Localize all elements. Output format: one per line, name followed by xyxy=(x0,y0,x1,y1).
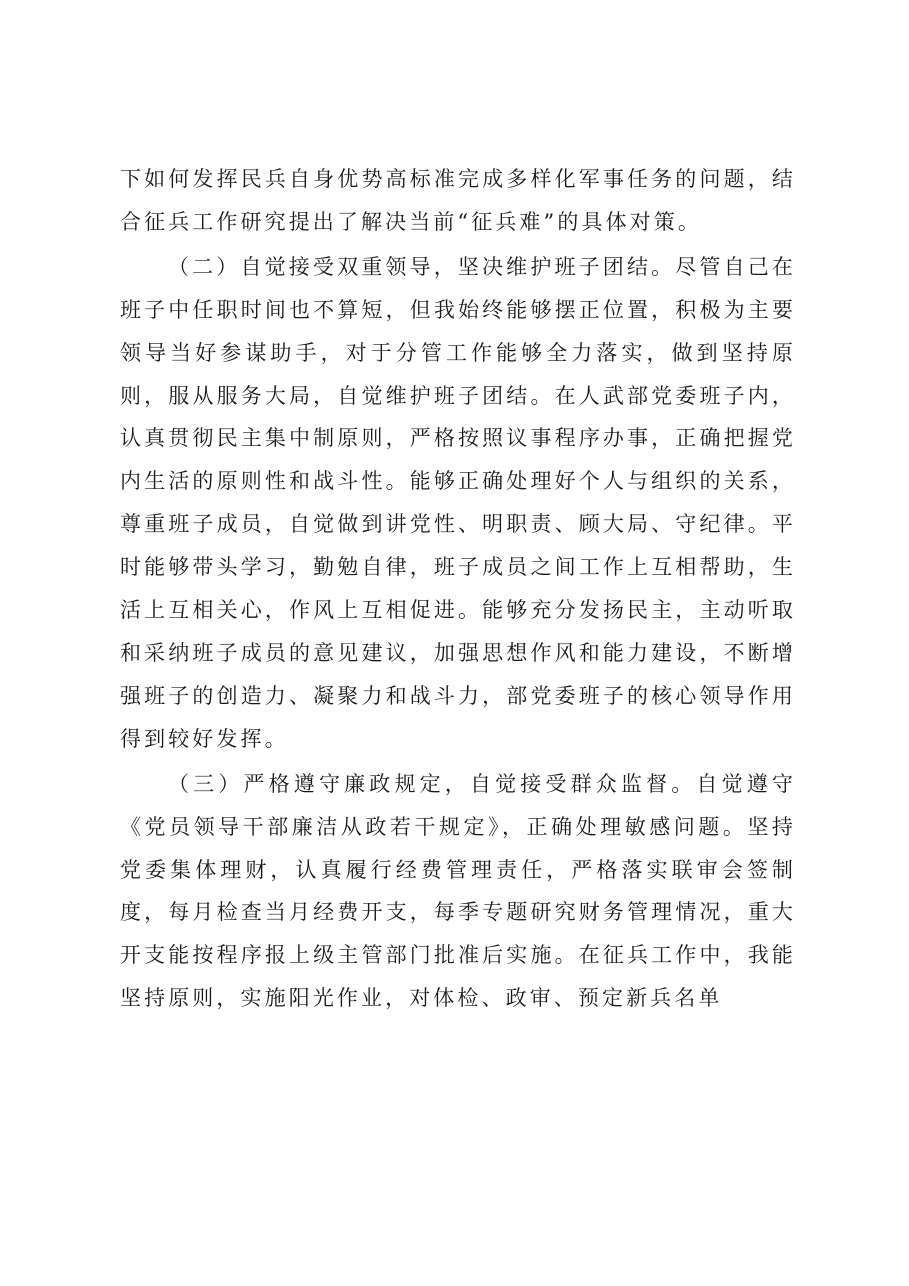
paragraph-section-3: （三）严格遵守廉政规定，自觉接受群众监督。自觉遵守《党员领导干部廉洁从政若干规定》，正确处理敏感问题。坚持党委集体理财，认真履行经费管理责任，严格落实联审会签制度，每月检查当月经费开支，每季专题研究财务管理情况，重大开支能按程序报上级主管部门批准后实施。在征兵工作中，我能坚持原则，实施阳光作业，对体检、政审、预定新兵名单 xyxy=(120,771,796,1011)
document-body xyxy=(120,158,796,1020)
paragraph-continuation: 下如何发挥民兵自身优势高标准完成多样化军事任务的问题，结合征兵工作研究提出了解决当前“征兵难”的具体对策。 xyxy=(120,167,796,234)
paragraph-section-2: （二）自觉接受双重领导，坚决维护班子团结。尽管自己在班子中任职时间也不算短，但我始终能够摆正位置，积极为主要领导当好参谋助手，对于分管工作能够全力落实，做到坚持原则，服从服务大局，自觉维护班子团结。在人武部党委班子内，认真贯彻民主集中制原则，严格按照议事程序办事，正确把握党内生活的原则性和战斗性。能够正确处理好个人与组织的关系，尊重班子成员，自觉做到讲党性、明职责、顾大局、守纪律。平时能够带头学习，勤勉自律，班子成员之间工作上互相帮助，生活上互相关心，作风上互相促进。能够充分发扬民主，主动听取和采纳班子成员的意见建议，加强思想作风和能力建设，不断增强班子的创造力、凝聚力和战斗力，部党委班子的核心领导作用得到较好发挥。 xyxy=(120,254,796,751)
